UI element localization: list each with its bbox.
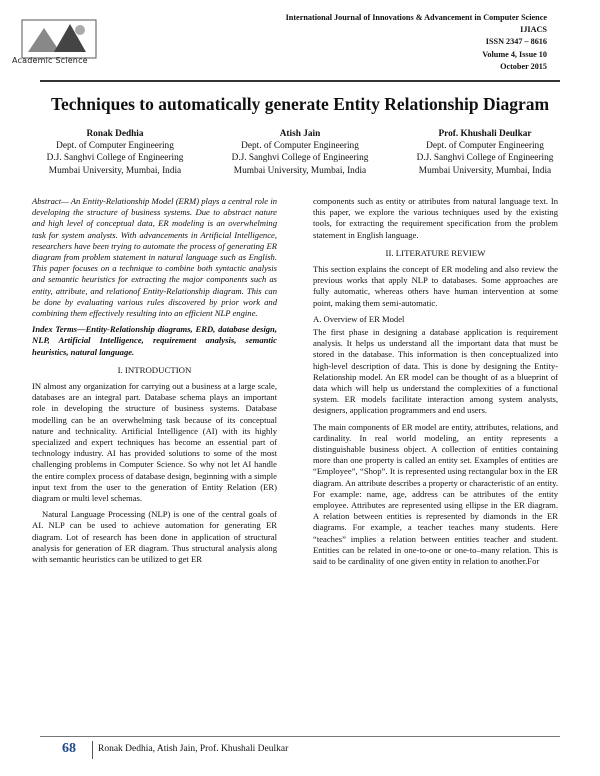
journal-date: October 2015 xyxy=(500,61,547,71)
author-name: Prof. Khushali Deulkar xyxy=(438,129,532,139)
page-number: 68 xyxy=(62,741,76,756)
section-heading-introduction: I. INTRODUCTION xyxy=(117,364,192,375)
journal-volume: Volume 4, Issue 10 xyxy=(482,49,547,59)
er-overview-paragraph-1: The first phase in designing a database application is requirement analysis. It helps us understand all the important data that must be stored in the database. This information is then conceptualized into high-level description of data. This is done by designing the Entity-Relationship model. An ER model can be thought of as a blueprint of data which will help us understand the complexities of a functional system. ER models facilitate interaction among system analysts, designers, application programmers and end users. xyxy=(313,327,558,416)
author-univ: Mumbai University, Mumbai, India xyxy=(418,165,552,176)
journal-abbr: IJIACS xyxy=(520,25,547,35)
journal-issn: ISSN 2347 – 8616 xyxy=(485,37,547,47)
footer-separator xyxy=(92,741,93,759)
index-terms: Index Terms—Entity-Relationship diagrams, ERD, database design, NLP, Artificial Intelligence, requirement analysis, semantic heuristics, natural language. xyxy=(32,324,277,357)
header-rule xyxy=(40,80,560,82)
intro-continued: components such as entity or attributes from natural language text. In this paper, we explore the various techniques used by the existing tools, for extracting the requirement specification from the problem statement in English language. xyxy=(313,196,558,240)
left-column xyxy=(32,196,277,570)
lit-review-paragraph: This section explains the concept of ER modeling and also review the previous works that apply NLP to databases. Some approaches are fully automatic, whereas others have human intervention at some point, making them semi-automatic. xyxy=(313,264,558,308)
author-dept: Dept. of Computer Engineering xyxy=(426,141,544,152)
author-block-1 xyxy=(20,128,210,177)
author-name: Atish Jain xyxy=(279,129,321,139)
author-name: Ronak Dedhia xyxy=(86,129,144,139)
section-heading-literature-review: II. LITERATURE REVIEW xyxy=(385,247,486,258)
footer-authors: Ronak Dedhia, Atish Jain, Prof. Khushali Deulkar xyxy=(98,744,289,754)
er-overview-paragraph-2: The main components of ER model are entity, attributes, relations, and cardinality. In real world modeling, an entity represents a distinguishable business object. A collection of entities containing more than one property is called an entity set. Examples of entities are “Employee”, “Shop”. It is represented using rectangular box in the ER diagram. An attribute describes a property or characteristic of an entity. For example: name, age, address can be attributes of the entity employee. Attributes are represented using ellipse in the ER diagram. A relation between entities is represented by diamonds in the ER diagrams. For example, a teacher teaches many students. Here “teaches” implies a relation between entities teacher and student. Entities can be related in one-to-one or one-to–many relation. This is said to be cardinality of one given entity in relation to another.For xyxy=(313,421,558,567)
author-college: D.J. Sanghvi College of Engineering xyxy=(416,153,554,164)
subsection-heading-er-overview: A. Overview of ER Model xyxy=(313,313,405,324)
author-univ: Mumbai University, Mumbai, India xyxy=(48,165,182,176)
footer-rule xyxy=(40,736,560,737)
author-dept: Dept. of Computer Engineering xyxy=(56,141,174,152)
intro-paragraph-2: Natural Language Processing (NLP) is one of the central goals of AI. NLP can be used to achieve automation for generating ER diagram. Lot of research has been done in application of structural analysis for generation of ER diagram. Thus structural analysis along with semantic heuristics can be utilized to get ER xyxy=(32,509,277,565)
paper-title: Techniques to automatically generate Entity Relationship Diagram xyxy=(50,94,550,114)
journal-info xyxy=(286,12,547,73)
author-block-3 xyxy=(385,128,585,177)
author-college: D.J. Sanghvi College of Engineering xyxy=(46,153,184,164)
journal-name: International Journal of Innovations & Advancement in Computer Science xyxy=(285,13,547,22)
right-column xyxy=(313,196,558,572)
author-college: D.J. Sanghvi College of Engineering xyxy=(231,153,369,164)
abstract: Abstract— An Entity-Relationship Model (ERM) plays a central role in developing the structure of business systems. Due to abstract nature and high level of conceptual data, ER modeling is an overwhelming task for system analysts. With advancements in Artificial Intelligence, researchers have been trying to automate the process of generating ER diagram from problem statement in natural language such as English. This paper focuses on a technique to combine both syntactic analysis and semantic heuristics for extracting the major components such as entity, attribute, and relationof Entity-Relationship diagram. This can be done by evaluating various rules discovered by prior work and combining them effectively resulting into an efficient NLP engine. xyxy=(32,196,277,319)
author-dept: Dept. of Computer Engineering xyxy=(241,141,359,152)
logo-text: Academic Science xyxy=(12,56,88,65)
author-univ: Mumbai University, Mumbai, India xyxy=(233,165,367,176)
intro-paragraph-1: IN almost any organization for carrying out a business at a large scale, databases are an integral part. Database schema plays an important role in developing the structure of business systems. Database modelling can be an overwhelming task because of its conceptual nature and technicality. Artificial Intelligence (AI) with its highly specialized and expert techniques has become an essential part of technology industry. AI has provided solutions to some of the most challenging problems in Computer Science. So why not let AI handle the entire complex process of database design, beginning with a simple input text from the user to the generation of Entity Relation (ER) diagram or multi level schemas. xyxy=(32,381,277,504)
author-block-2 xyxy=(205,128,395,177)
